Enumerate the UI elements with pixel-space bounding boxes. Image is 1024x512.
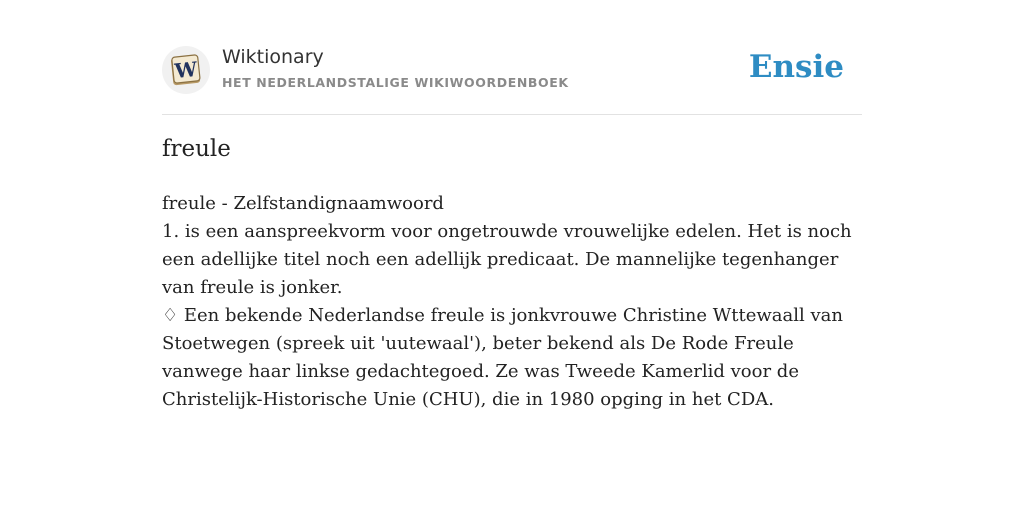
site-title[interactable]: Wiktionary xyxy=(222,46,324,68)
word-heading: freule xyxy=(162,136,231,162)
example-text: ♢ Een bekende Nederlandse freule is jonkvrouwe Christine Wttewaall van Stoetwegen (spreek uit 'uutewaal'), beter bekend als De Rode Freule vanwege haar linkse gedachtegoed. Ze was Tweede Kamerlid voor de Christelijk-Historische Unie (CHU), die in 1980 opging in het CDA. xyxy=(162,305,843,410)
site-header xyxy=(162,44,862,115)
wiktionary-logo-icon[interactable] xyxy=(162,46,210,94)
part-of-speech-line: freule - Zelfstandignaamwoord xyxy=(162,193,444,214)
logo-letter: W xyxy=(173,56,199,84)
site-subtitle: HET NEDERLANDSTALIGE WIKIWOORDENBOEK xyxy=(222,75,569,90)
logo-tile-graphic xyxy=(169,53,203,87)
dictionary-entry xyxy=(162,190,862,414)
ensie-brand-link[interactable]: Ensie xyxy=(748,49,844,85)
definition-text: 1. is een aanspreekvorm voor ongetrouwde vrouwelijke edelen. Het is noch een adellijke titel noch een adellijk predicaat. De mannelijke tegenhanger van freule is jonker. xyxy=(162,221,852,298)
